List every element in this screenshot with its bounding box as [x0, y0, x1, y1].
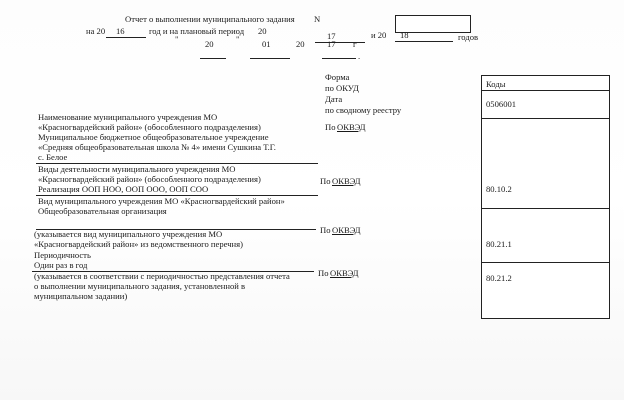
periodicity-note-3: муниципальном задании)	[34, 291, 128, 301]
form-label: Форма	[325, 72, 350, 82]
plan-year2: 18	[400, 30, 409, 40]
date-month-underline	[250, 58, 290, 59]
okved-label-4: ОКВЭД	[330, 268, 359, 278]
okved-prefix-3: По	[320, 225, 331, 235]
year-underline	[106, 37, 146, 38]
plan-year1-underline	[315, 42, 365, 43]
report-title: Отчет о выполнении муниципального задания	[125, 14, 295, 24]
okved-label-2: ОКВЭД	[332, 176, 361, 186]
codes-header: Коды	[486, 79, 506, 89]
date-dot: .	[358, 51, 361, 61]
plan-year1: 17	[327, 31, 336, 41]
year-prefix: на 20	[86, 26, 106, 36]
institution-name-value-3: с. Белое	[38, 152, 68, 162]
plan-prefix: 20	[258, 26, 267, 36]
date-month: 01	[262, 39, 271, 49]
plan-period-text: год и на плановый период	[149, 26, 245, 36]
okud-label: по ОКУД	[325, 83, 359, 93]
institution-name-value-1: Муниципальное бюджетное общеобразовательное учреждение	[38, 132, 269, 142]
registry-label: по сводному реестру	[325, 105, 402, 115]
periodicity-note-1: (указывается в соответствии с периодичностью представления отчета	[34, 271, 290, 281]
date-year-underline	[322, 58, 356, 59]
periodicity-note-2: о выполнении муниципального задания, установленной в	[34, 281, 246, 291]
okved-prefix-1: По	[325, 122, 336, 132]
institution-type-value: Общеобразовательная организация	[38, 206, 167, 216]
report-number-label: N	[314, 14, 321, 24]
okved-code-3: 80.21.2	[486, 273, 512, 283]
codes-row-divider-3	[481, 208, 609, 209]
date-year: 17	[327, 39, 336, 49]
okved-label-1: ОКВЭД	[337, 122, 366, 132]
date-day-prefix: 20	[205, 39, 214, 49]
okved-code-1: 80.10.2	[486, 184, 512, 194]
okved-code-2: 80.21.1	[486, 239, 512, 249]
date-year-prefix: 20	[296, 39, 305, 49]
years-label: годов	[458, 32, 479, 42]
date-year-suffix: г	[353, 39, 357, 49]
periodicity-value: Один раз в год	[34, 260, 88, 270]
type-note-2: «Красногвардейский район» из ведомственного перечня)	[34, 239, 243, 249]
periodicity-label: Периодичность	[34, 250, 91, 260]
institution-name-value-2: «Средняя общеобразовательная школа № 4» имени Сушкина Т.Г.	[38, 142, 276, 152]
okved-prefix-2: По	[320, 176, 331, 186]
institution-name-label-1: Наименование муниципального учреждения МО	[38, 112, 218, 122]
institution-name-label-2: «Красногвардейский район» (обособленного подразделения)	[38, 122, 261, 132]
date-day-underline	[200, 58, 226, 59]
okved-label-3: ОКВЭД	[332, 225, 361, 235]
year-value: 16	[116, 26, 125, 36]
date-quote-close: "	[236, 34, 240, 44]
activity-value: Реализация ООП НОО, ООП ООО, ООП СОО	[38, 184, 209, 194]
codes-row-divider-4	[481, 262, 609, 263]
institution-type-label: Вид муниципального учреждения МО «Красногвардейский район»	[38, 196, 285, 206]
okud-code: 0506001	[486, 99, 517, 109]
codes-row-divider-2	[481, 118, 609, 119]
type-note-1: (указывается вид муниципального учреждения МО	[34, 229, 223, 239]
date-label: Дата	[325, 94, 343, 104]
activity-label-1: Виды деятельности муниципального учреждения МО	[38, 164, 236, 174]
and-prefix: и 20	[371, 30, 387, 40]
plan-year2-underline	[395, 41, 453, 42]
codes-row-divider-1	[481, 90, 609, 91]
okved-prefix-4: По	[318, 268, 329, 278]
activity-label-2: «Красногвардейский район» (обособленного подразделения)	[38, 174, 261, 184]
date-quote-open: "	[175, 34, 179, 44]
